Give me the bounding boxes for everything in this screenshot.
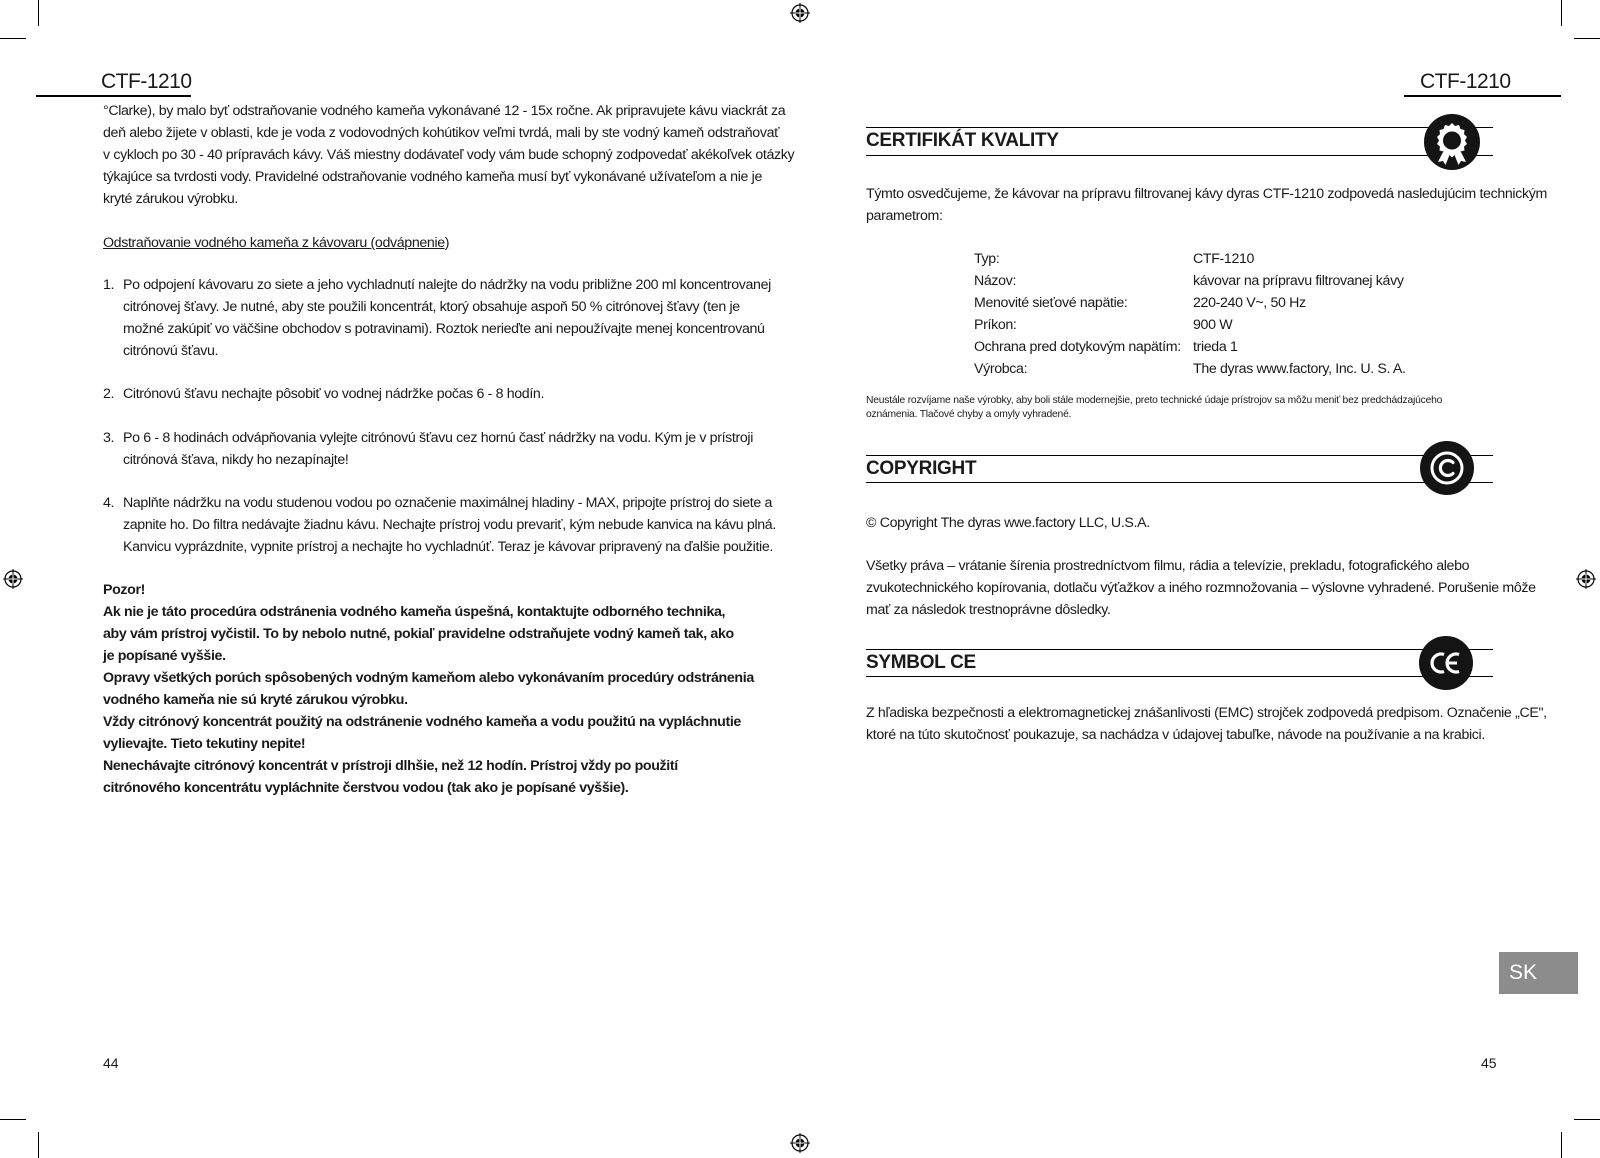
step-number: 3. <box>103 430 115 446</box>
certificate-intro <box>866 183 1547 227</box>
spec-label: Príkon: <box>974 317 1017 333</box>
spec-value: The dyras www.factory, Inc. U. S. A. <box>1193 361 1406 377</box>
text-line: Nenechávajte citrónový koncentrát v prístroji dlhšie, než 12 hodín. Prístroj vždy po použití <box>103 758 678 774</box>
text-line: Z hľadiska bezpečnosti a elektromagnetickej znášanlivosti (EMC) strojček zodpovedá predpisom. Označenie „CE", <box>866 705 1547 721</box>
spec-value: 900 W <box>1193 317 1233 333</box>
text-line: Týmto osvedčujeme, že kávovar na prípravu filtrovanej kávy dyras CTF-1210 zodpovedá nasledujúcim technickým <box>866 186 1547 202</box>
text-line: citrónová šťava, nikdy ho nezapínajte! <box>123 452 349 468</box>
spec-value: trieda 1 <box>1193 339 1238 355</box>
text-line: Neustále rozvíjame naše výrobky, aby boli stále modernejšie, preto technické údaje prístrojov sa môžu meniť bez predchádzajúceho <box>866 395 1443 406</box>
text-line: kryté zárukou výrobku. <box>103 191 239 207</box>
registration-mark-icon <box>1576 569 1596 589</box>
crop-mark <box>38 1132 39 1158</box>
section-rule <box>866 649 1493 650</box>
text-line: citrónového koncentrátu vypláchnite čerstvou vodou (tak ako je popísané vyššie). <box>103 780 629 796</box>
text-line: zvukotechnického kopírovania, dotlaču výťažkov a iného rozmnožovania – výslovne vyhradené. Porušenie môže <box>866 580 1536 596</box>
spec-label: Menovité sieťové napätie: <box>974 295 1128 311</box>
crop-mark <box>1574 1119 1600 1120</box>
registration-mark-icon <box>3 569 23 589</box>
text-line: mať za následok trestnoprávne dôsledky. <box>866 602 1111 618</box>
crop-mark <box>1561 1132 1562 1158</box>
descaling-subheading: Odstraňovanie vodného kameňa z kávovaru (odvápnenie) <box>103 235 450 251</box>
section-rule <box>866 676 1493 677</box>
text-line: možné zakúpiť vo väčšine obchodov s potravinami). Roztok nerieďte ani nepoužívajte menej koncentrovanú <box>123 321 765 337</box>
spec-label: Ochrana pred dotykovým napätím: <box>974 339 1181 355</box>
crop-mark <box>0 1119 26 1120</box>
text-line: oznámenia. Tlačové chyby a omyly vyhradené. <box>866 409 1072 420</box>
step-number: 4. <box>103 495 115 511</box>
registration-mark-icon <box>790 3 810 23</box>
crop-mark <box>1561 0 1562 26</box>
section-rule <box>866 482 1493 483</box>
header-rule-left <box>36 95 191 97</box>
step-3 <box>103 427 754 471</box>
text-line: Citrónovú šťavu nechajte pôsobiť vo vodnej nádržke počas 6 - 8 hodín. <box>123 386 545 402</box>
text-line: vylievajte. Tieto tekutiny nepite! <box>103 736 306 752</box>
registration-mark-icon <box>790 1133 810 1153</box>
step-1 <box>103 274 771 362</box>
step-number: 1. <box>103 277 115 293</box>
ce-body <box>866 702 1547 746</box>
spec-value: CTF-1210 <box>1193 251 1255 267</box>
crop-mark <box>1574 38 1600 39</box>
text-line: Ak nie je táto procedúra odstránenia vodného kameňa úspešná, kontaktujte odborného technika, <box>103 604 726 620</box>
certificate-heading: CERTIFIKÁT KVALITY <box>866 130 1059 151</box>
text-line: aby vám prístroj vyčistil. To by nebolo nutné, pokiaľ pravidelne odstraňujete vodný kameň tak, ako <box>103 626 734 642</box>
spec-label: Výrobca: <box>974 361 1028 377</box>
text-line: ktoré na túto skutočnosť poukazuje, sa nachádza v údajovej tabuľke, návode na používanie a na krabici. <box>866 727 1485 743</box>
certificate-note <box>866 394 1496 422</box>
text-line: Opravy všetkých porúch spôsobených vodným kameňom alebo vykonávaním procedúry odstránenia <box>103 670 754 686</box>
spec-label: Názov: <box>974 273 1017 289</box>
copyright-icon <box>1420 441 1474 495</box>
text-line: Po odpojení kávovaru zo siete a jeho vychladnutí nalejte do nádržky na vodu približne 200 ml koncentrovanej <box>123 277 771 293</box>
ce-heading: SYMBOL CE <box>866 652 976 673</box>
page-number-left: 44 <box>103 1055 119 1071</box>
ce-mark-icon <box>1419 636 1473 690</box>
text-line: deň alebo žijete v oblasti, kde je voda z vodovodných kohútikov veľmi tvrdá, mali by ste vodný kameň odstraňovať <box>103 125 780 141</box>
award-rosette-icon <box>1424 114 1480 170</box>
text-line: citrónovej šťavy. Je nutné, aby ste použili koncentrát, ktorý obsahuje aspoň 50 % citrónovej šťavy (ten je <box>123 299 740 315</box>
text-line: °Clarke), by malo byť odstraňovanie vodného kameňa vykonávané 12 - 15x ročne. Ak pripravujete kávu viackrát za <box>103 103 786 119</box>
text-line: vodného kameňa nie sú kryté zárukou výrobku. <box>103 692 408 708</box>
text-line: týkajúce sa tvrdosti vody. Pravidelné odstraňovanie vodného kameňa musí byť vykonávané užívateľom a nie je <box>103 169 762 185</box>
warning-block <box>103 579 753 799</box>
copyright-body <box>866 555 1536 621</box>
section-rule <box>866 455 1493 456</box>
crop-mark <box>0 38 26 39</box>
intro-paragraph <box>103 100 795 210</box>
text-line: Vždy citrónový koncentrát použitý na odstránenie vodného kameňa a vodu použitú na vypláchnutie <box>103 714 741 730</box>
spec-value: kávovar na prípravu filtrovanej kávy <box>1193 273 1404 289</box>
section-rule <box>866 155 1493 156</box>
text-line: Po 6 - 8 hodinách odvápňovania vylejte citrónovú šťavu cez hornú časť nádržky na vodu. Kým je v prístroji <box>123 430 754 446</box>
model-header-left: CTF-1210 <box>101 70 192 93</box>
text-line: je popísané vyššie. <box>103 648 226 664</box>
spec-value: 220-240 V~, 50 Hz <box>1193 295 1306 311</box>
copyright-heading: COPYRIGHT <box>866 458 977 479</box>
step-4 <box>103 492 776 558</box>
model-header-right: CTF-1210 <box>1420 70 1511 93</box>
text-line: Kanvicu vyprázdnite, vypnite prístroj a nechajte ho vychladnúť. Teraz je kávovar pripravený na ďalšie použitie. <box>123 539 773 555</box>
section-rule <box>866 127 1493 128</box>
copyright-line: © Copyright The dyras wwe.factory LLC, U.S.A. <box>866 515 1150 531</box>
text-line: parametrom: <box>866 208 943 224</box>
warning-title: Pozor! <box>103 582 146 598</box>
text-line: citrónovú šťavu. <box>123 343 219 359</box>
crop-mark <box>38 0 39 26</box>
page-number-right: 45 <box>1481 1055 1497 1071</box>
text-line: v cykloch po 30 - 40 prípravách kávy. Váš miestny dodávateľ vody vám bude schopný zodpovedať akékoľvek otázky <box>103 147 795 163</box>
text-line: Všetky práva – vrátanie šírenia prostredníctvom filmu, rádia a televízie, prekladu, fotografického alebo <box>866 558 1470 574</box>
step-number: 2. <box>103 386 115 402</box>
text-line: zapnite ho. Do filtra nedávajte žiadnu kávu. Nechajte prístroj vodu prevariť, kým nebude kanvica na kávu plná. <box>123 517 776 533</box>
step-2 <box>103 383 743 405</box>
spec-label: Typ: <box>974 251 1000 267</box>
text-line: Naplňte nádržku na vodu studenou vodou po označenie maximálnej hladiny - MAX, pripojte prístroj do siete a <box>123 495 773 511</box>
header-rule-right <box>1404 95 1561 97</box>
language-tab: SK <box>1499 952 1578 994</box>
